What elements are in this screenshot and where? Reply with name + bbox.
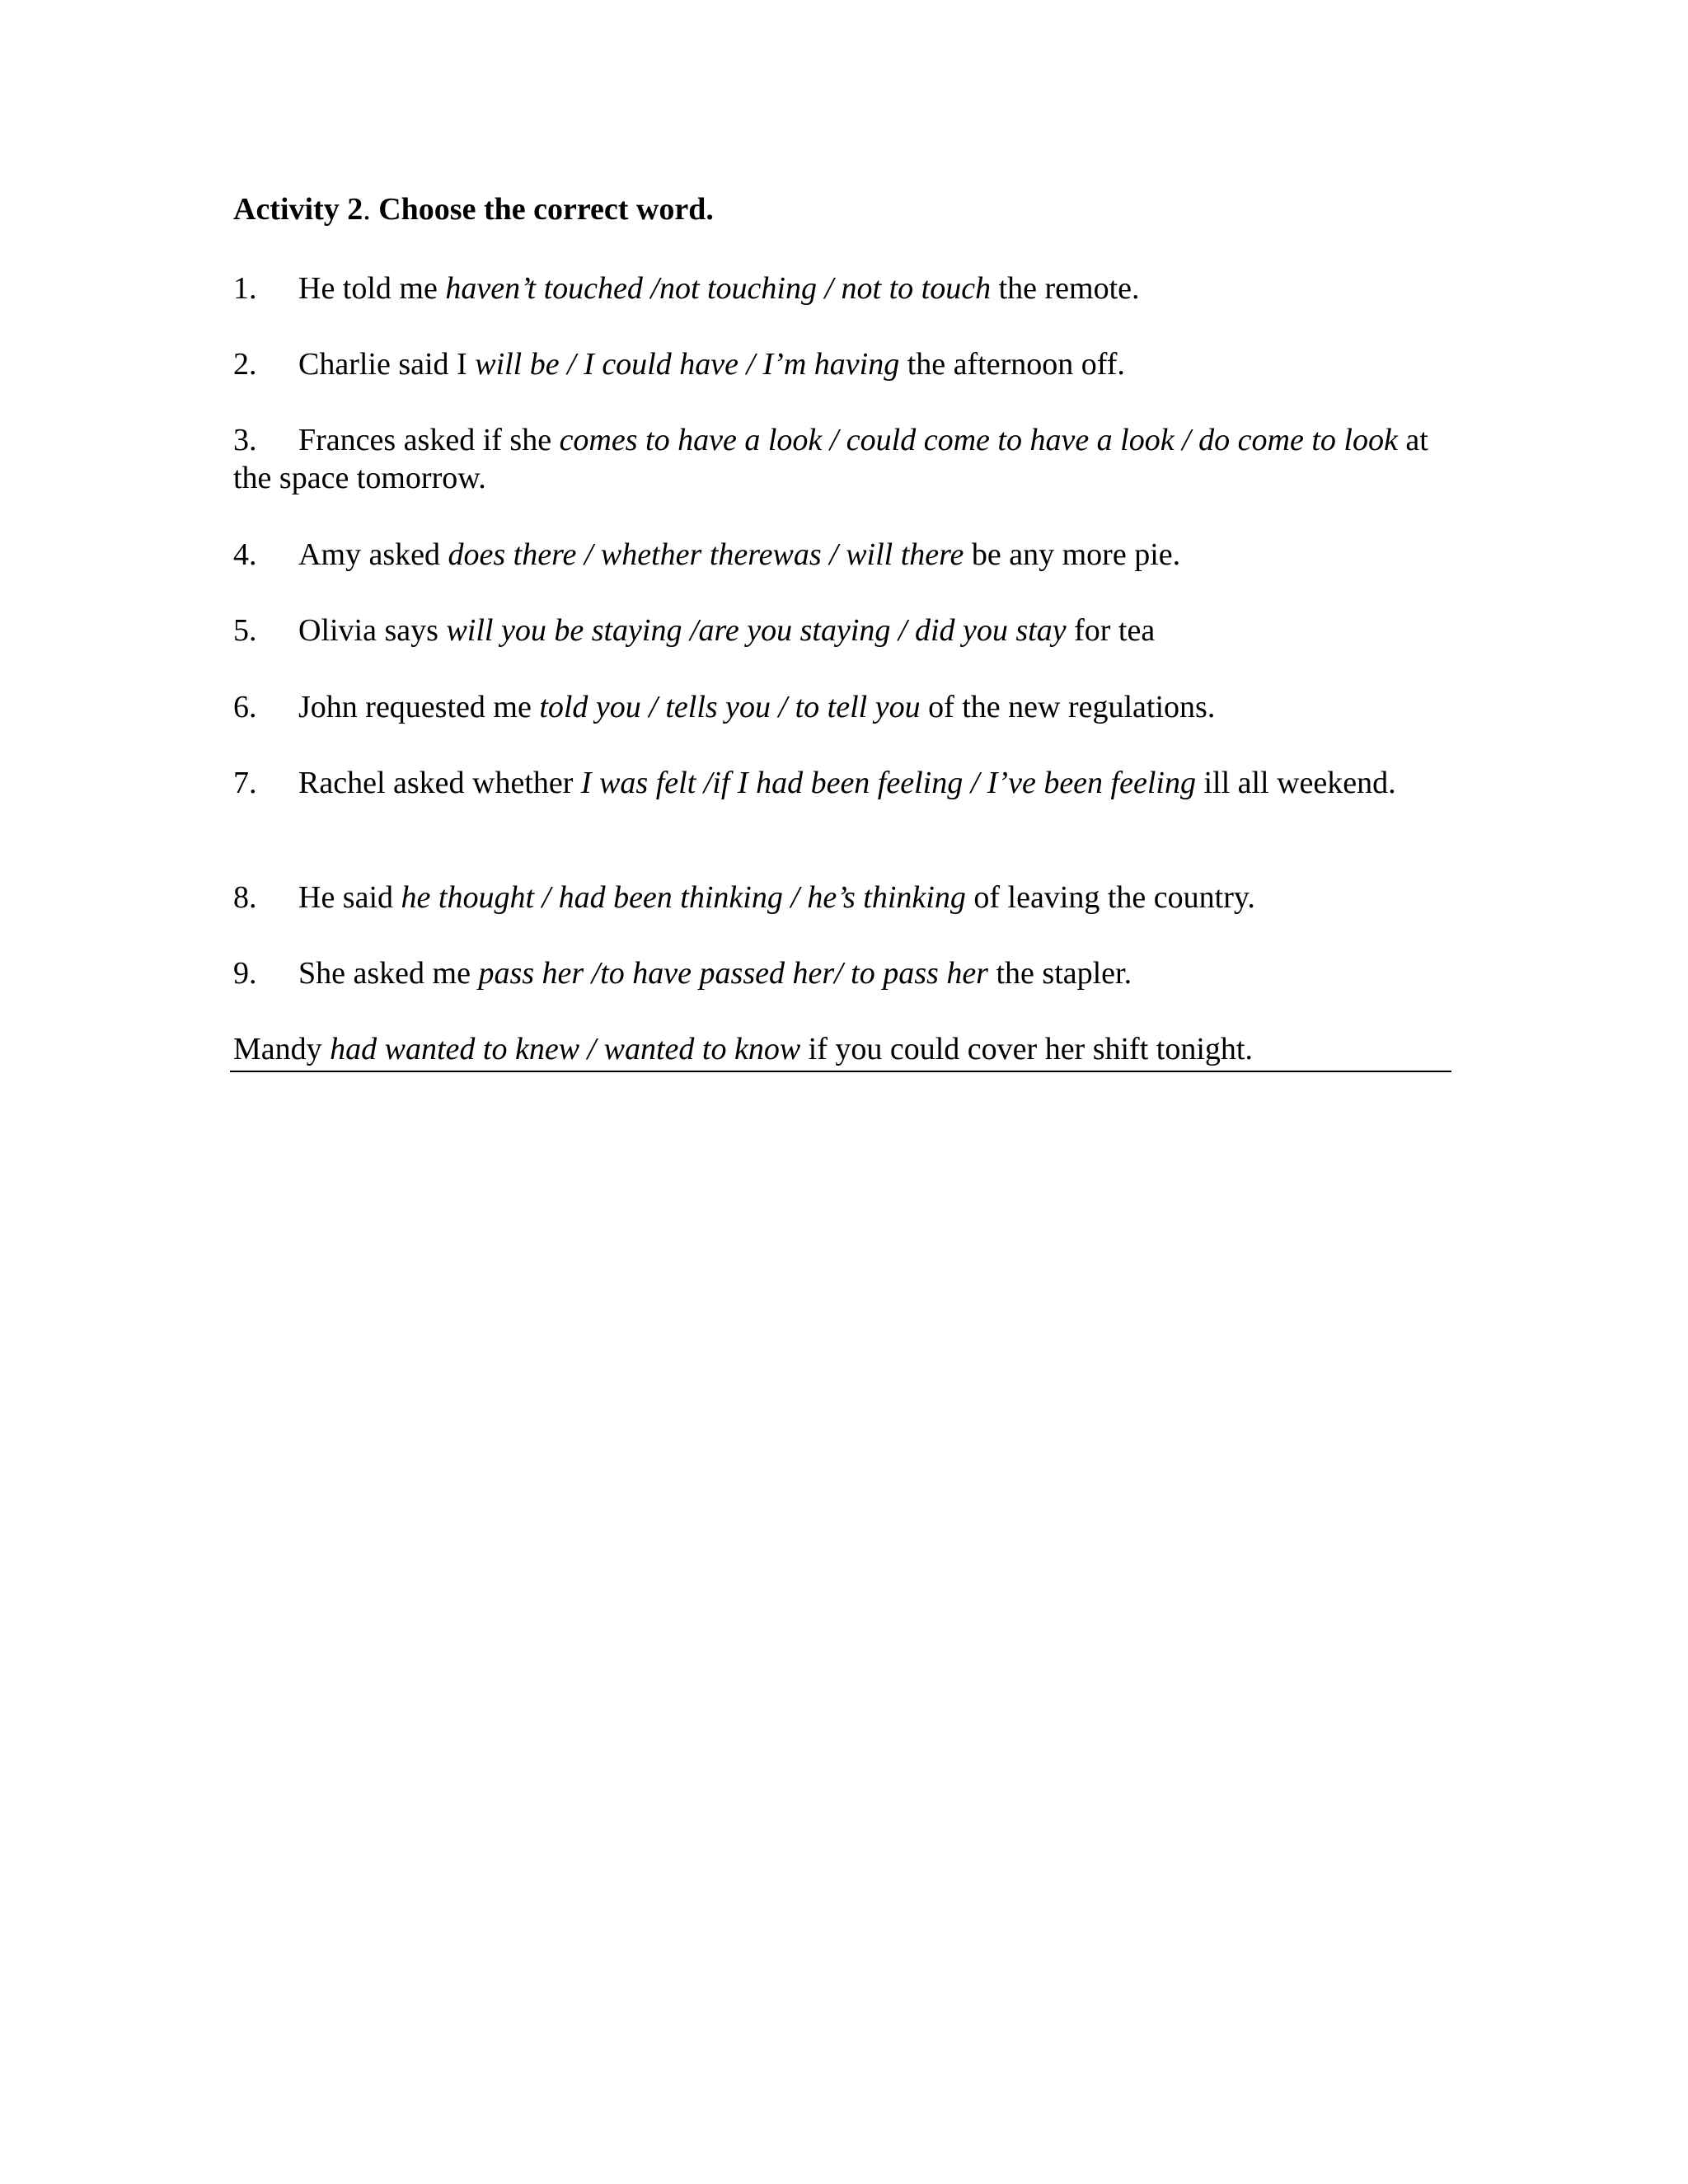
item-number: 8. — [233, 880, 257, 915]
exercise-item — [233, 764, 1449, 802]
item-text-after: if you could cover her shift tonight. — [800, 1032, 1253, 1066]
item-number: 7. — [233, 766, 257, 800]
item-text-after: the afternoon off. — [899, 347, 1125, 382]
item-text-after: the stapler. — [987, 956, 1132, 991]
item-number: 5. — [233, 613, 257, 648]
item-options: does there / whether therewas / will there — [448, 537, 964, 572]
item-text-after: the remote. — [991, 271, 1140, 306]
exercise-item — [233, 879, 1449, 916]
item-text-before: Rachel asked whether — [298, 766, 581, 800]
item-options: pass her /to have passed her/ to pass her — [478, 956, 988, 991]
exercise-item — [233, 421, 1449, 497]
item-text-after: for tea — [1066, 613, 1156, 648]
item-options: comes to have a look / could come to have a look / do come to look — [559, 423, 1398, 457]
item-options: he thought / had been thinking / he’s thinking — [401, 880, 966, 915]
item-text-before: She asked me — [298, 956, 479, 991]
item-options: I was felt /if I had been feeling / I’ve been feeling — [580, 766, 1196, 800]
exercise-item — [233, 345, 1449, 383]
activity-label: Activity 2 — [233, 192, 363, 227]
item-text-before: John requested me — [298, 690, 540, 724]
item-text-before: Amy asked — [298, 537, 448, 572]
item-options: will be / I could have / I’m having — [475, 347, 900, 382]
exercise-item — [233, 688, 1449, 726]
item-options: will you be staying /are you staying / did you stay — [446, 613, 1067, 648]
item-options: told you / tells you / to tell you — [539, 690, 921, 724]
heading-separator: . — [363, 192, 379, 227]
item-number: 6. — [233, 690, 257, 724]
item-text-before: Frances asked if she — [298, 423, 560, 457]
exercise-item — [233, 269, 1449, 307]
item-text-after: ill all weekend. — [1195, 766, 1396, 800]
item-text-before: He said — [298, 880, 401, 915]
item-number: 1. — [233, 271, 257, 306]
item-number: 2. — [233, 347, 257, 382]
item-options: had wanted to knew / wanted to know — [330, 1032, 801, 1066]
item-text-after: be any more pie. — [964, 537, 1181, 572]
item-number: 9. — [233, 956, 257, 991]
exercise-item — [233, 954, 1449, 992]
activity-heading — [233, 191, 714, 229]
item-text-before: Olivia says — [298, 613, 447, 648]
item-number: 3. — [233, 423, 257, 457]
item-number: 4. — [233, 537, 257, 572]
item-text-after: of leaving the country. — [965, 880, 1255, 915]
exercise-item — [233, 536, 1449, 574]
exercise-item-last — [233, 1030, 1253, 1068]
item-options: haven’t touched /not touching / not to touch — [445, 271, 992, 306]
item-text-after: at the space tomorrow. — [233, 423, 1428, 495]
horizontal-rule — [230, 1071, 1451, 1072]
item-text-after: of the new regulations. — [920, 690, 1216, 724]
exercise-item — [233, 612, 1449, 649]
item-text-before: He told me — [298, 271, 446, 306]
activity-instruction: Choose the correct word. — [378, 192, 714, 227]
item-text-before: Mandy — [233, 1032, 331, 1066]
item-text-before: Charlie said I — [298, 347, 476, 382]
